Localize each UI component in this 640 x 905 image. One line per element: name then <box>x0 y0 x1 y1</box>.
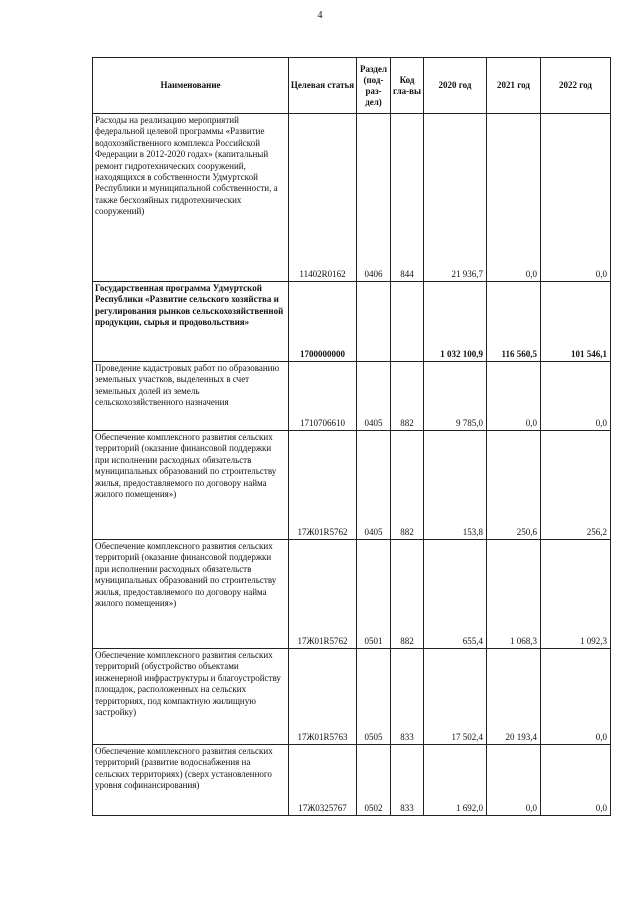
row-chapter-code: 833 <box>391 649 424 745</box>
table-row <box>93 114 611 282</box>
row-name: Государственная программа Удмуртской Республики «Развитие сельского хозяйства и регулирования рынков сельскохозяйственной продукции, сырья и продовольствия» <box>93 282 289 362</box>
row-value-2020: 9 785,0 <box>424 362 487 431</box>
row-target-article: 1710706610 <box>289 362 357 431</box>
row-value-2021: 250,6 <box>487 431 541 540</box>
header-year-2021: 2021 год <box>487 58 541 114</box>
row-value-2020: 1 692,0 <box>424 745 487 816</box>
row-value-2020: 21 936,7 <box>424 114 487 282</box>
row-chapter-code: 882 <box>391 431 424 540</box>
row-section: 0405 <box>357 431 391 540</box>
row-section: 0405 <box>357 362 391 431</box>
row-value-2021: 0,0 <box>487 745 541 816</box>
header-section: Раздел (под-раз-дел) <box>357 58 391 114</box>
header-chapter-code: Код гла-вы <box>391 58 424 114</box>
row-value-2021: 1 068,3 <box>487 540 541 649</box>
row-section <box>357 282 391 362</box>
table-row <box>93 431 611 540</box>
row-value-2022: 0,0 <box>541 362 611 431</box>
table-row <box>93 649 611 745</box>
row-value-2021: 0,0 <box>487 114 541 282</box>
row-value-2022: 0,0 <box>541 649 611 745</box>
row-target-article: 1700000000 <box>289 282 357 362</box>
row-section: 0501 <box>357 540 391 649</box>
row-value-2020: 17 502,4 <box>424 649 487 745</box>
row-name: Обеспечение комплексного развития сельских территорий (оказание финансовой поддержки при исполнении расходных обязательств муниципальных образований по строительству жилья, предоставляемого по договору найма жилого помещения») <box>93 431 289 540</box>
row-value-2021: 20 193,4 <box>487 649 541 745</box>
header-name: Наименование <box>93 58 289 114</box>
header-target-article: Целевая статья <box>289 58 357 114</box>
row-value-2022: 256,2 <box>541 431 611 540</box>
row-value-2022: 101 546,1 <box>541 282 611 362</box>
row-value-2020: 153,8 <box>424 431 487 540</box>
row-chapter-code: 833 <box>391 745 424 816</box>
budget-table <box>92 57 611 816</box>
row-chapter-code <box>391 282 424 362</box>
row-chapter-code: 882 <box>391 362 424 431</box>
row-name: Проведение кадастровых работ по образованию земельных участков, выделенных в счет земельных долей из земель сельскохозяйственного назначения <box>93 362 289 431</box>
table-row <box>93 745 611 816</box>
table-row <box>93 282 611 362</box>
row-value-2022: 0,0 <box>541 114 611 282</box>
page-number: 4 <box>317 10 323 21</box>
row-target-article: 17Ж0325767 <box>289 745 357 816</box>
row-target-article: 11402R0162 <box>289 114 357 282</box>
row-name: Обеспечение комплексного развития сельских территорий (развитие водоснабжения на сельских территориях) (сверх установленного уровня софинансирования) <box>93 745 289 816</box>
header-year-2022: 2022 год <box>541 58 611 114</box>
row-chapter-code: 844 <box>391 114 424 282</box>
row-name: Обеспечение комплексного развития сельских территорий (обустройство объектами инженерной инфраструктуры и благоустройству площадок, расположенных на сельских территориях, под компактную жилищную застройку) <box>93 649 289 745</box>
table-row <box>93 362 611 431</box>
table-header-row <box>93 58 611 114</box>
row-section: 0406 <box>357 114 391 282</box>
row-section: 0505 <box>357 649 391 745</box>
row-value-2020: 1 032 100,9 <box>424 282 487 362</box>
row-target-article: 17Ж01R5762 <box>289 431 357 540</box>
row-value-2022: 1 092,3 <box>541 540 611 649</box>
row-value-2020: 655,4 <box>424 540 487 649</box>
row-value-2021: 116 560,5 <box>487 282 541 362</box>
row-section: 0502 <box>357 745 391 816</box>
header-year-2020: 2020 год <box>424 58 487 114</box>
row-target-article: 17Ж01R5763 <box>289 649 357 745</box>
row-chapter-code: 882 <box>391 540 424 649</box>
row-name: Расходы на реализацию мероприятий федеральной целевой программы «Развитие водохозяйственного комплекса Российской Федерации в 2012-2020 годах» (капитальный ремонт гидротехнических сооружений, находящихся в собственности Удмуртской Республики и муниципальной собственности, а также бесхозяйных гидротехнических сооружений) <box>93 114 289 282</box>
row-name: Обеспечение комплексного развития сельских территорий (оказание финансовой поддержки при исполнении расходных обязательств муниципальных образований по строительству жилья, предоставляемого по договору найма жилого помещения») <box>93 540 289 649</box>
row-target-article: 17Ж01R5762 <box>289 540 357 649</box>
row-value-2022: 0,0 <box>541 745 611 816</box>
table-row <box>93 540 611 649</box>
row-value-2021: 0,0 <box>487 362 541 431</box>
